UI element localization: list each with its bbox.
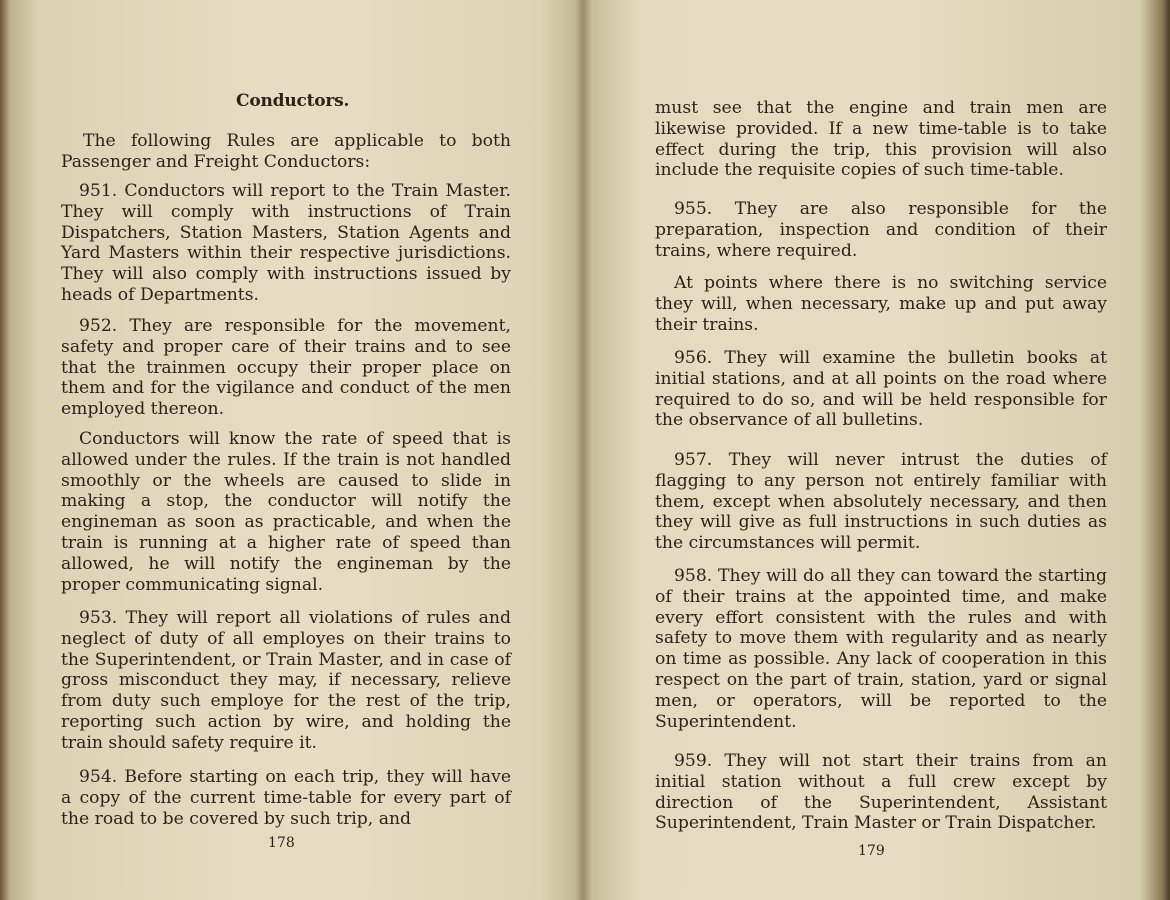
section-heading: Conductors.	[236, 91, 350, 111]
rule-955: 955. They are also responsible for the preparation, inspection and condition of their trains, where required.	[655, 199, 1107, 261]
rule-958: 958. They will do all they can toward the starting of their trains at the appointed time, and make every effort consistent with the rules and with safety to move them with regularity and as nearly on time as possible. Any lack of cooperation in this respect on the part of train, station, yard or signal men, or operators, will be reported to the Superintendent.	[655, 566, 1107, 732]
rule-959: 959. They will not start their trains from an initial station without a full crew except by direction of the Superintendent, Assistant Superintendent, Train Master or Train Dispatcher.	[655, 751, 1107, 834]
page-number: 179	[858, 843, 885, 859]
page-number: 178	[268, 835, 295, 851]
rule-956: 956. They will examine the bulletin books at initial stations, and at all points on the road where required to do so, and will be held responsible for the observance of all bulletins.	[655, 348, 1107, 431]
rule-954: 954. Before starting on each trip, they will have a copy of the current time-table for every part of the road to be covered by such trip, and	[61, 767, 511, 829]
rule-957: 957. They will never intrust the duties of flagging to any person not entirely familiar with them, except when absolutely necessary, and then they will give as full instructions in such duties as the circumstances will permit.	[655, 450, 1107, 554]
rule-951: 951. Conductors will report to the Train Master. They will comply with instructions of Train Dispatchers, Station Masters, Station Agents and Yard Masters within their respective jurisdictions. They will also comply with instructions issued by heads of Departments.	[61, 181, 511, 305]
rule-953: 953. They will report all violations of rules and neglect of duty of all employes on their trains to the Superintendent, or Train Master, and in case of gross misconduct they may, if necessary, relieve from duty such employe for the rest of the trip, reporting such action by wire, and holding the train should safety require it.	[61, 608, 511, 753]
continuation-paragraph: must see that the engine and train men are likewise provided. If a new time-table is to take effect during the trip, this provision will also include the requisite copies of such time-table.	[655, 98, 1107, 181]
right-page	[586, 0, 1170, 900]
rule-952: 952. They are responsible for the movement, safety and proper care of their trains and to see that the trainmen occupy their proper place on them and for the vigilance and conduct of the men employed thereon.	[61, 316, 511, 420]
switching-paragraph: At points where there is no switching service they will, when necessary, make up and put away their trains.	[655, 273, 1107, 335]
speed-paragraph: Conductors will know the rate of speed that is allowed under the rules. If the train is not handled smoothly or the wheels are caused to slide in making a stop, the conductor will notify the engineman as soon as practicable, and when the train is running at a higher rate of speed than allowed, he will notify the engineman by the proper communicating signal.	[61, 429, 511, 595]
left-page	[0, 0, 580, 900]
intro-paragraph: The following Rules are applicable to both Passenger and Freight Conductors:	[61, 131, 511, 172]
